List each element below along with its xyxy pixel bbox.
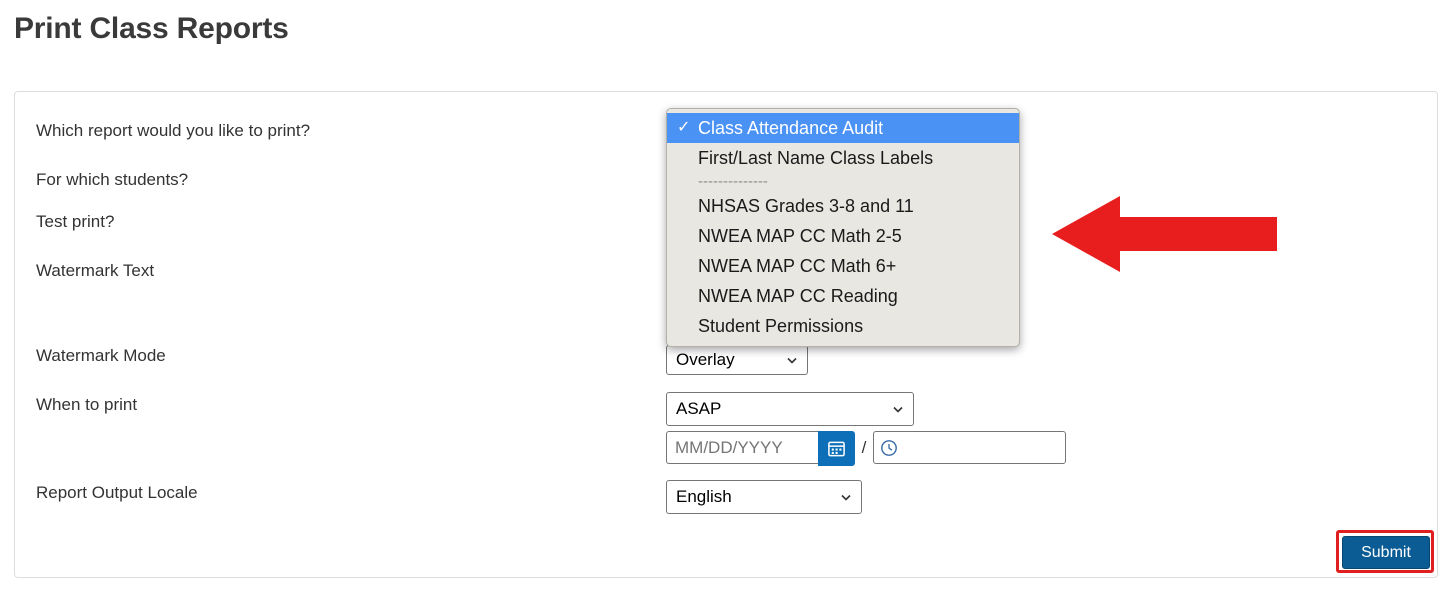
annotation-arrow-icon xyxy=(1052,193,1277,275)
chevron-down-icon xyxy=(786,354,798,366)
dropdown-option-nwea-map-cc-reading[interactable] xyxy=(667,281,1019,311)
calendar-icon xyxy=(827,439,846,458)
label-watermark-text: Watermark Text xyxy=(36,261,155,280)
label-students: For which students? xyxy=(36,170,189,189)
report-output-locale-select[interactable] xyxy=(666,480,862,514)
date-input[interactable] xyxy=(666,431,818,464)
dropdown-option-label: NWEA MAP CC Math 6+ xyxy=(698,256,897,276)
dropdown-option-label: NWEA MAP CC Reading xyxy=(698,286,898,306)
page-title: Print Class Reports xyxy=(14,12,289,45)
datetime-separator: / xyxy=(861,437,867,457)
report-type-dropdown-menu[interactable] xyxy=(666,108,1020,347)
dropdown-option-label: Class Attendance Audit xyxy=(698,118,884,138)
dropdown-option-class-attendance-audit[interactable] xyxy=(667,113,1019,143)
chevron-down-icon xyxy=(892,403,904,415)
watermark-mode-select[interactable] xyxy=(666,345,808,375)
clock-icon[interactable] xyxy=(880,439,898,457)
dropdown-separator: -------------- xyxy=(698,173,768,190)
calendar-picker-button[interactable] xyxy=(818,431,855,466)
time-input[interactable] xyxy=(873,431,1066,464)
chevron-down-icon xyxy=(840,491,852,503)
dropdown-option-nhsas-grades[interactable] xyxy=(667,191,1019,221)
label-report-output-locale: Report Output Locale xyxy=(36,483,198,502)
dropdown-option-label: First/Last Name Class Labels xyxy=(698,148,934,168)
dropdown-option-label: NWEA MAP CC Math 2-5 xyxy=(698,226,902,246)
dropdown-option-student-permissions[interactable] xyxy=(667,311,1019,341)
watermark-mode-value: Overlay xyxy=(676,350,735,369)
check-icon: ✓ xyxy=(677,119,691,136)
dropdown-option-label: NHSAS Grades 3-8 and 11 xyxy=(698,196,914,216)
dropdown-option-nwea-map-cc-math-6-plus[interactable] xyxy=(667,251,1019,281)
dropdown-option-nwea-map-cc-math-2-5[interactable] xyxy=(667,221,1019,251)
report-output-locale-value: English xyxy=(676,487,732,506)
label-watermark-mode: Watermark Mode xyxy=(36,346,166,365)
submit-button[interactable]: Submit xyxy=(1342,536,1430,569)
dropdown-option-first-last-name-class-labels[interactable] xyxy=(667,143,1019,173)
when-to-print-select[interactable] xyxy=(666,392,914,426)
label-report-type: Which report would you like to print? xyxy=(36,121,311,140)
label-when-to-print: When to print xyxy=(36,395,138,414)
dropdown-option-label: Student Permissions xyxy=(698,316,864,336)
when-to-print-value: ASAP xyxy=(676,399,722,418)
label-test-print: Test print? xyxy=(36,212,115,231)
schedule-datetime-row xyxy=(666,431,1066,464)
time-field-wrapper xyxy=(873,431,1066,464)
